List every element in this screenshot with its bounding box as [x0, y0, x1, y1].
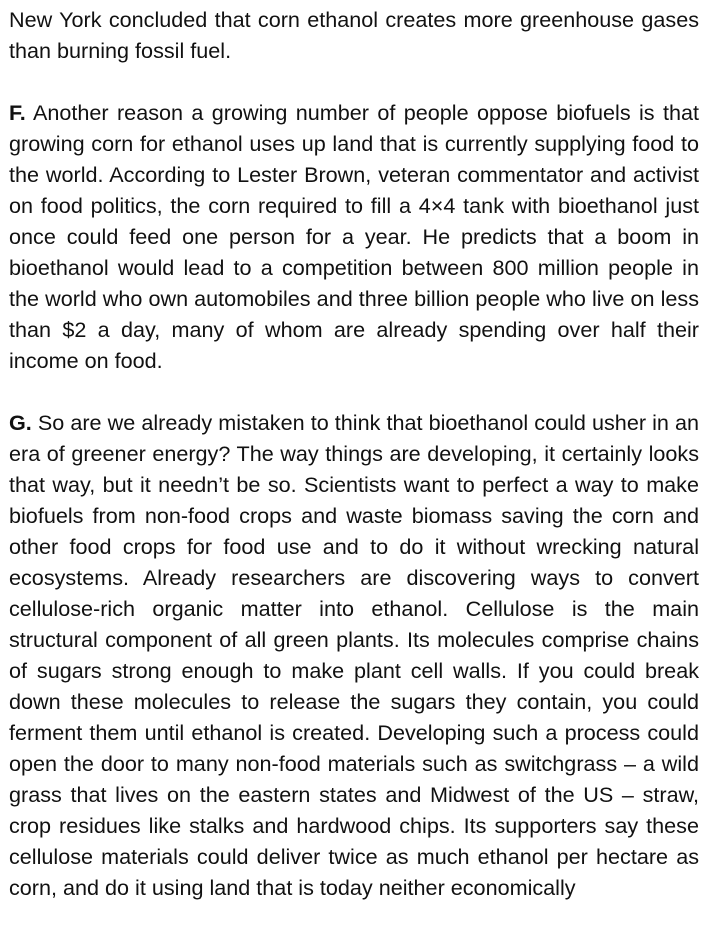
paragraph-continuation	[9, 4, 699, 66]
paragraph-g-text: So are we already mistaken to think that bioethanol could usher in an era of greener energy? The way things are developing, it certainly looks that way, but it needn’t be so. Scientists want to perfect a way to make biofuels from non-food crops and waste biomass saving the corn and other food crops for food use and to do it without wrecking natural ecosystems. Already researchers are discovering ways to convert cellulose-rich organic matter into ethanol. Cellulose is the main structural component of all green plants. Its molecules comprise chains of sugars strong enough to make plant cell walls. If you could break down these molecules to release the sugars they contain, you could ferment them until ethanol is created. Developing such a process could open the door to many non-food materials such as switchgrass – a wild grass that lives on the eastern states and Midwest of the US – straw, crop residues like stalks and hardwood chips. Its supporters say these cellulose materials could deliver twice as much ethanol per hectare as corn, and do it using land that is today neither economically	[9, 410, 699, 900]
paragraph-continuation-text: New York concluded that corn ethanol creates more greenhouse gases than burning fossil fuel.	[9, 7, 699, 63]
paragraph-f	[9, 97, 699, 376]
paragraph-f-text: Another reason a growing number of people oppose biofuels is that growing corn for ethanol uses up land that is currently supplying food to the world. According to Lester Brown, veteran commentator and activist on food politics, the corn required to fill a 4×4 tank with bioethanol just once could feed one person for a year. He predicts that a boom in bioethanol would lead to a competition between 800 million people in the world who own automobiles and three billion people who live on less than $2 a day, many of whom are already spending over half their income on food.	[9, 100, 699, 373]
paragraph-g-letter: G.	[9, 410, 32, 435]
paragraph-g	[9, 407, 699, 903]
paragraph-f-letter: F.	[9, 100, 26, 125]
